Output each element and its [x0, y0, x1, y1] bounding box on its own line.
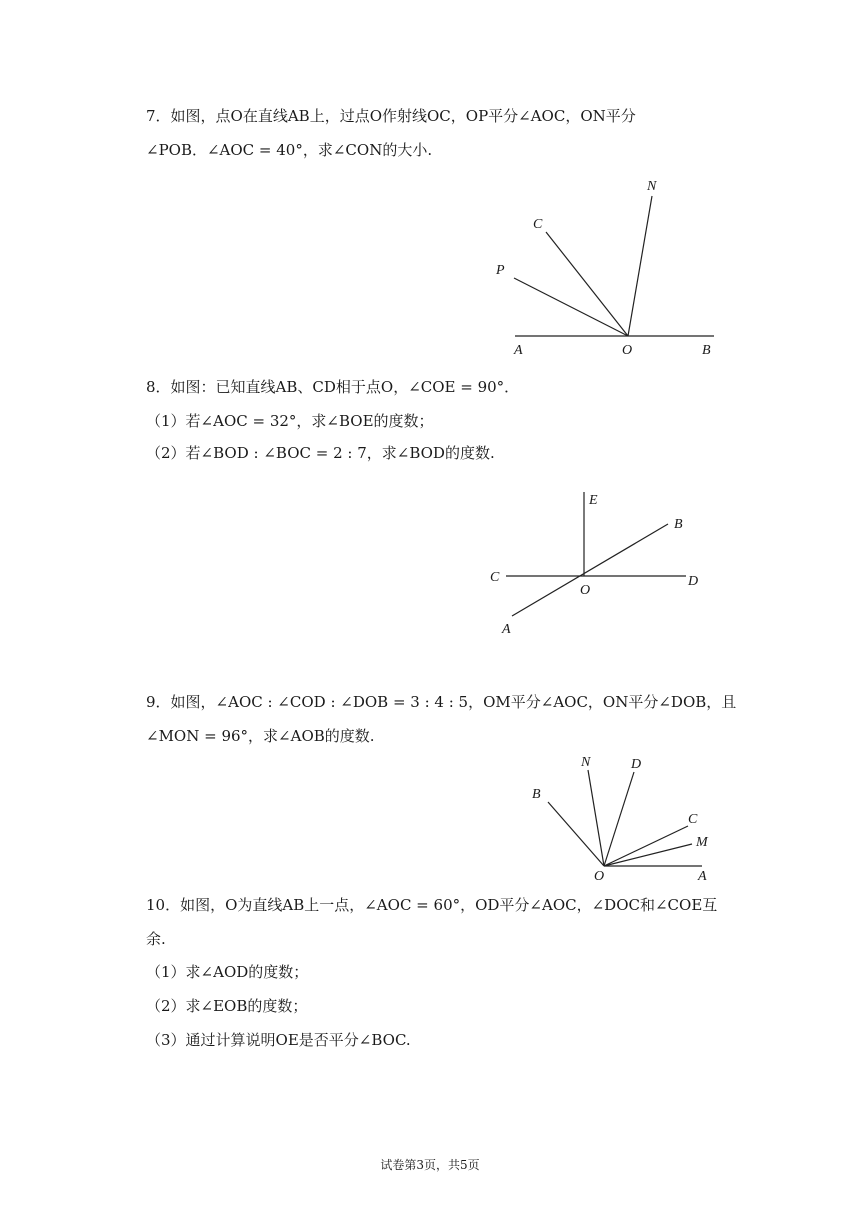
q8-text-line1: 8．如图：已知直线AB、CD相于点O，∠COE = 90°． [146, 378, 520, 396]
q9-figure [526, 752, 726, 884]
q9-label-o: O [594, 869, 605, 884]
q7-ray-on [628, 196, 652, 336]
q9-ray-ob [548, 802, 604, 866]
q8-label-d: D [688, 574, 699, 589]
q9-text-line2: ∠MON = 96°，求∠AOB的度数. [146, 727, 375, 745]
q10-text-line5: （3）通过计算说明OE是否平分∠BOC. [146, 1031, 411, 1049]
q10-text-line3: （1）求∠AOD的度数； [146, 963, 309, 981]
q9-ray-od [604, 772, 634, 866]
q10-text-line2: 余. [146, 930, 166, 948]
q7-figure [490, 170, 730, 362]
q9-ray-oc [604, 826, 688, 866]
q8-figure [486, 488, 716, 636]
q7-label-a: A [514, 343, 523, 358]
q9-label-a: A [698, 869, 707, 884]
q7-label-p: P [496, 263, 505, 278]
q8-text-line2: （1）若∠AOC = 32°，求∠BOE的度数； [146, 412, 434, 430]
q8-label-o: O [580, 583, 591, 598]
q9-label-c: C [688, 812, 698, 827]
q9-ray-om [604, 844, 692, 866]
q9-ray-on [588, 770, 604, 866]
q9-label-b: B [532, 787, 541, 802]
q7-ray-op [514, 278, 628, 336]
q8-line-ab [512, 524, 668, 616]
q7-label-n: N [647, 179, 657, 194]
q9-label-m: M [696, 835, 708, 850]
q10-text-line1: 10．如图，O为直线AB上一点，∠AOC = 60°，OD平分∠AOC，∠DOC和∠COE互 [146, 896, 718, 914]
q7-label-b: B [702, 343, 711, 358]
q8-label-c: C [490, 570, 500, 585]
q7-label-c: C [533, 217, 543, 232]
q7-text-line1: 7．如图，点O在直线AB上，过点O作射线OC，OP平分∠AOC，ON平分 [146, 107, 636, 125]
q8-label-a: A [502, 622, 511, 636]
q9-label-n: N [581, 755, 591, 770]
q8-label-e: E [589, 493, 598, 508]
q10-text-line4: （2）求∠EOB的度数； [146, 997, 308, 1015]
q9-label-d: D [631, 757, 642, 772]
q7-label-o: O [622, 343, 633, 358]
q7-text-line2: ∠POB．∠AOC = 40°，求∠CON的大小. [146, 141, 433, 159]
q8-label-b: B [674, 517, 683, 532]
q8-text-line3: （2）若∠BOD : ∠BOC = 2 : 7，求∠BOD的度数. [146, 444, 495, 462]
q9-text-line1: 9．如图，∠AOC : ∠COD : ∠DOB = 3 : 4 : 5，OM平分∠AOC，ON平分∠DOB，且 [146, 693, 737, 711]
q7-ray-oc [546, 232, 628, 336]
page-footer: 试卷第3页，共5页 [380, 1158, 480, 1172]
